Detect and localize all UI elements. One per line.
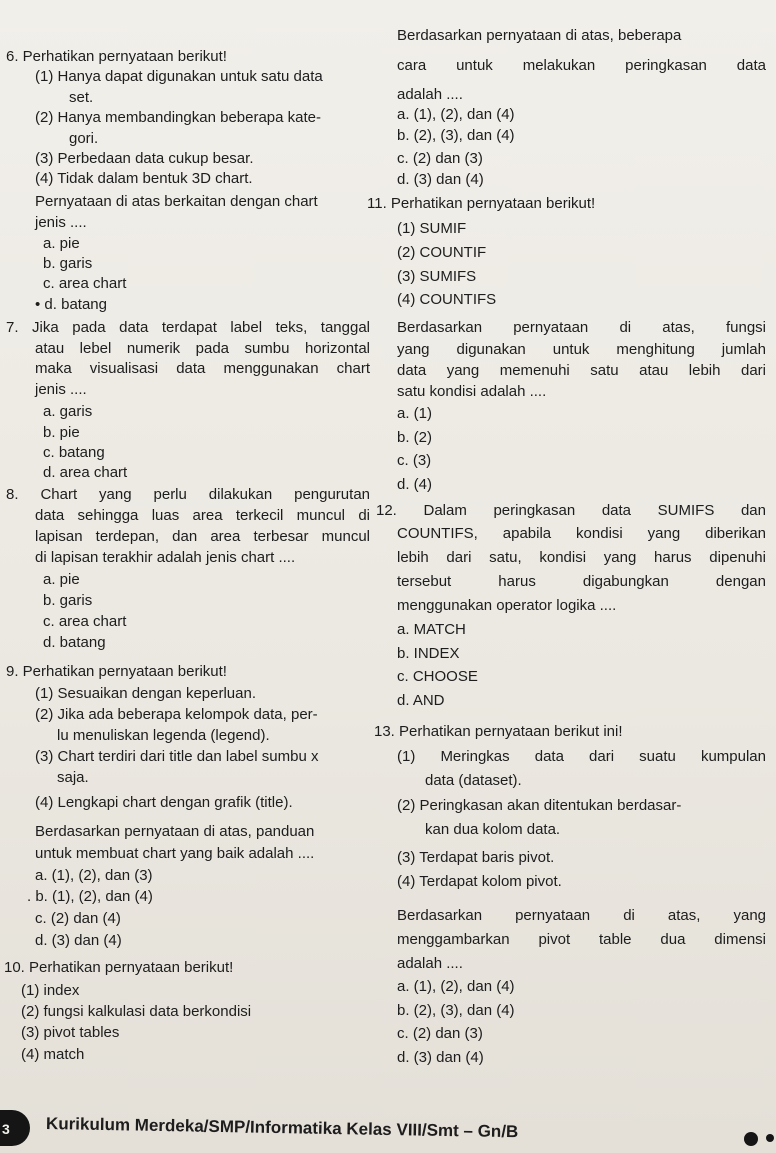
text-line: (3) Chart terdiri dari title dan label sumbu x bbox=[35, 748, 319, 765]
text-line: (2) Jika ada beberapa kelompok data, per- bbox=[35, 706, 318, 723]
text-line: a. pie bbox=[43, 571, 80, 588]
text-line: 6. Perhatikan pernyataan berikut! bbox=[6, 48, 227, 65]
text-line: c. (3) bbox=[397, 452, 432, 469]
text-line: (4) Lengkapi chart dengan grafik (title). bbox=[35, 794, 293, 811]
text-line: (4) Tidak dalam bentuk 3D chart. bbox=[35, 170, 253, 187]
text-line: (1) Sesuaikan dengan keperluan. bbox=[35, 685, 256, 702]
text-line: c. area chart bbox=[43, 613, 127, 630]
text-line: d. area chart bbox=[43, 464, 128, 481]
text-line: di lapisan terakhir adalah jenis chart .... bbox=[35, 549, 296, 566]
text-line: set. bbox=[69, 89, 94, 106]
text-line: a. (1), (2), dan (4) bbox=[397, 978, 515, 995]
text-line: (3) SUMIFS bbox=[397, 268, 477, 285]
text-line: (3) Perbedaan data cukup besar. bbox=[35, 150, 254, 167]
text-line: c. (2) dan (3) bbox=[397, 1025, 483, 1042]
text-line: b. (2) bbox=[397, 429, 433, 446]
text-line: (4) Terdapat kolom pivot. bbox=[397, 873, 562, 890]
dark-spot bbox=[744, 1132, 758, 1146]
text-line: adalah .... bbox=[397, 86, 463, 103]
text-line: adalah .... bbox=[397, 955, 463, 972]
text-line: (1) Hanya dapat digunakan untuk satu data bbox=[35, 68, 323, 85]
text-line: 9. Perhatikan pernyataan berikut! bbox=[6, 663, 227, 680]
text-line: 10. Perhatikan pernyataan berikut! bbox=[4, 959, 234, 976]
text-line: jenis .... bbox=[35, 381, 87, 398]
dark-spot bbox=[766, 1134, 774, 1142]
text-line: c. CHOOSE bbox=[397, 668, 478, 685]
text-line: a. (1), (2), dan (4) bbox=[397, 106, 515, 123]
text-line: d. (3) dan (4) bbox=[397, 171, 484, 188]
text-line: (1) SUMIF bbox=[397, 220, 467, 237]
text-line: jenis .... bbox=[35, 214, 87, 231]
text-line: b. (2), (3), dan (4) bbox=[397, 127, 515, 144]
text-line: (2) COUNTIF bbox=[397, 244, 487, 261]
text-line: Pernyataan di atas berkaitan dengan chart bbox=[35, 193, 318, 210]
page-number: 3 bbox=[2, 1121, 10, 1137]
text-line: (3) Terdapat baris pivot. bbox=[397, 849, 555, 866]
footer-curriculum-text: Kurikulum Merdeka/SMP/Informatika Kelas VIII/Smt – Gn/B bbox=[45, 1114, 519, 1142]
text-line: lu menuliskan legenda (legend). bbox=[57, 727, 270, 744]
text-line: c. (2) dan (4) bbox=[35, 910, 121, 927]
text-line: 11. Perhatikan pernyataan berikut! bbox=[367, 195, 596, 212]
text-line: (4) match bbox=[21, 1046, 85, 1063]
text-line: (2) Peringkasan akan ditentukan berdasar- bbox=[397, 797, 682, 814]
text-line: d. batang bbox=[43, 634, 106, 651]
text-line: data (dataset). bbox=[425, 772, 522, 789]
text-line: COUNTIFS, apabila kondisi yang diberikan bbox=[397, 525, 766, 542]
text-line: (4) COUNTIFS bbox=[397, 291, 497, 308]
text-line: cara untuk melakukan peringkasan data bbox=[397, 57, 766, 74]
text-line: Berdasarkan pernyataan di atas, beberapa bbox=[397, 27, 682, 44]
text-line: d. AND bbox=[397, 692, 445, 709]
text-line: gori. bbox=[69, 130, 99, 147]
text-line: a. garis bbox=[43, 403, 93, 420]
text-line: b. pie bbox=[43, 424, 80, 441]
text-line: lapisan terdepan, dan area terbesar muncul bbox=[35, 528, 370, 545]
text-line: 7. Jika pada data terdapat label teks, tanggal bbox=[6, 319, 370, 336]
text-line: Berdasarkan pernyataan di atas, fungsi bbox=[397, 319, 766, 336]
text-line: Berdasarkan pernyataan di atas, yang bbox=[397, 907, 766, 924]
text-line: (3) pivot tables bbox=[21, 1024, 120, 1041]
text-line: yang digunakan untuk menghitung jumlah bbox=[397, 341, 766, 358]
text-line: a. (1), (2), dan (3) bbox=[35, 867, 153, 884]
text-line: b. (2), (3), dan (4) bbox=[397, 1002, 515, 1019]
text-line: menggunakan operator logika .... bbox=[397, 597, 617, 614]
page-number-tab bbox=[0, 1110, 30, 1146]
text-line: c. batang bbox=[43, 444, 105, 461]
text-line: (1) index bbox=[21, 982, 80, 999]
text-line: saja. bbox=[57, 769, 89, 786]
text-line: (2) Hanya membandingkan beberapa kate- bbox=[35, 109, 322, 126]
text-line: a. pie bbox=[43, 235, 80, 252]
text-line: b. INDEX bbox=[397, 645, 460, 662]
text-line: c. area chart bbox=[43, 275, 127, 292]
text-line: atau lebel numerik pada sumbu horizontal bbox=[35, 340, 370, 357]
text-line: tersebut harus digabungkan dengan bbox=[397, 573, 766, 590]
text-line: a. (1) bbox=[397, 405, 433, 422]
text-line: maka visualisasi data menggunakan chart bbox=[35, 360, 370, 377]
text-line: Berdasarkan pernyataan di atas, panduan bbox=[35, 823, 315, 840]
text-line: d. (4) bbox=[397, 476, 433, 493]
text-line: satu kondisi adalah .... bbox=[397, 383, 547, 400]
text-line: c. (2) dan (3) bbox=[397, 150, 483, 167]
text-line: lebih dari satu, kondisi yang harus dipenuhi bbox=[397, 549, 766, 566]
text-line: a. MATCH bbox=[397, 621, 466, 638]
text-line: d. (3) dan (4) bbox=[35, 932, 122, 949]
text-line: untuk membuat chart yang baik adalah .... bbox=[35, 845, 315, 862]
text-line: 12. Dalam peringkasan data SUMIFS dan bbox=[376, 502, 766, 519]
text-line: 8. Chart yang perlu dilakukan pengurutan bbox=[6, 486, 370, 503]
text-line: data yang memenuhi satu atau lebih dari bbox=[397, 362, 766, 379]
text-line: menggambarkan pivot table dua dimensi bbox=[397, 931, 766, 948]
text-line: . b. (1), (2), dan (4) bbox=[27, 888, 153, 905]
text-line: (2) fungsi kalkulasi data berkondisi bbox=[21, 1003, 252, 1020]
text-line: kan dua kolom data. bbox=[425, 821, 561, 838]
text-line: b. garis bbox=[43, 592, 93, 609]
text-line: b. garis bbox=[43, 255, 93, 272]
text-line: (1) Meringkas data dari suatu kumpulan bbox=[397, 748, 766, 765]
page-footer bbox=[0, 1100, 776, 1153]
text-line: • d. batang bbox=[35, 296, 107, 313]
text-line: 13. Perhatikan pernyataan berikut ini! bbox=[374, 723, 623, 740]
text-line: data sehingga luas area terkecil muncul di bbox=[35, 507, 370, 524]
text-line: d. (3) dan (4) bbox=[397, 1049, 484, 1066]
